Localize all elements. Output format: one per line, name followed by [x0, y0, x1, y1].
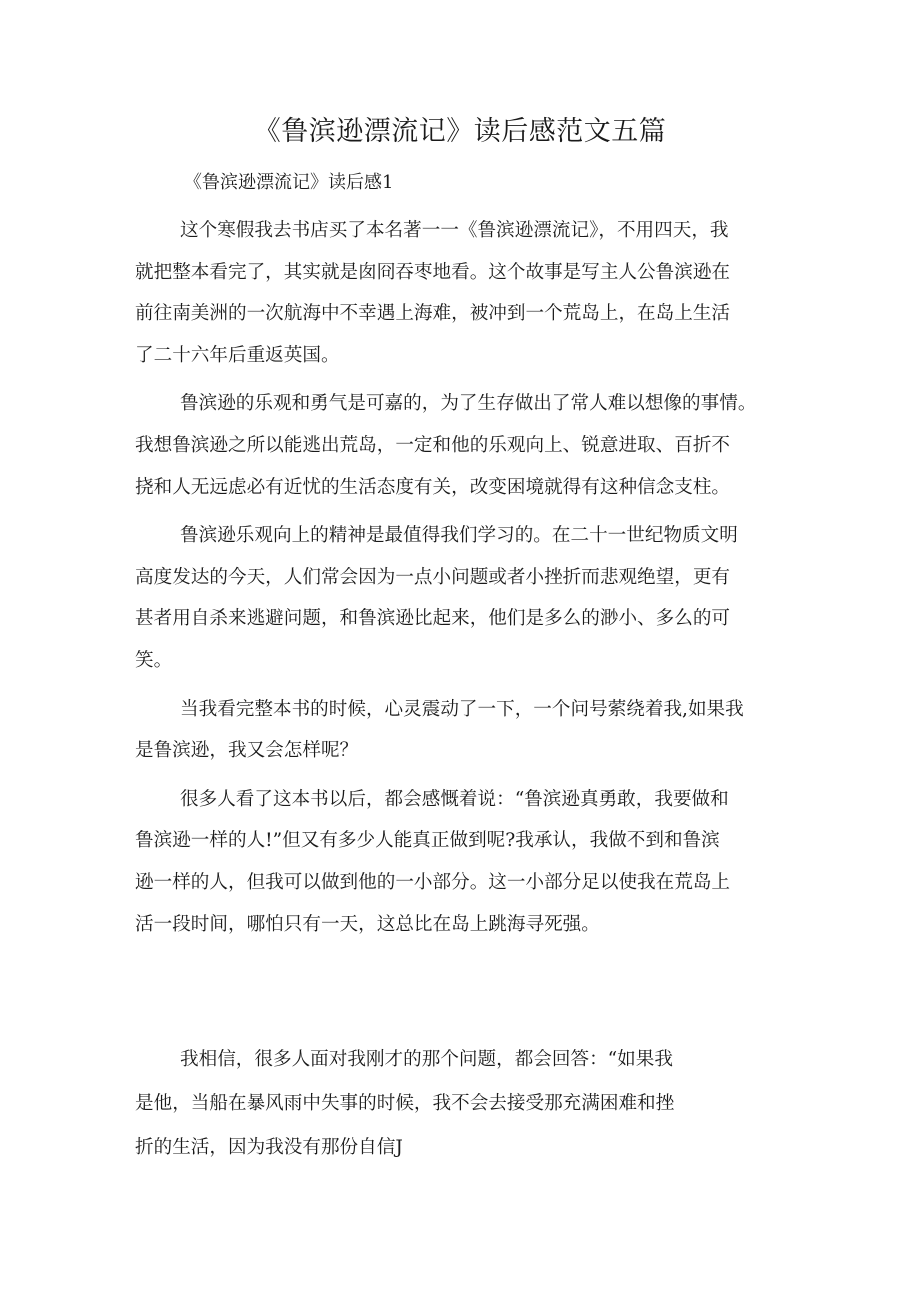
document-body	[135, 210, 787, 952]
text-line: 当我看完整本书的时候，心灵震动了一下，一个问号萦绕着我,如果我	[180, 698, 744, 720]
paragraph	[135, 383, 787, 508]
text-line: 逊一样的人，但我可以做到他的一小部分。这一小部分足以使我在荒岛上	[135, 871, 731, 893]
text-line: 活一段时间，哪怕只有一天，这总比在岛上跳海寻死强。	[135, 913, 600, 935]
text-line: 是他，当船在暴风雨中失事的时候，我不会去接受那充满困难和挫	[135, 1093, 675, 1114]
text-line: 鲁滨逊一样的人!”但又有多少人能真正做到呢?我承认，我做不到和鲁滨	[135, 830, 720, 852]
text-line: 折的生活，因为我没有那份自信J	[135, 1137, 403, 1158]
text-line: 鲁滨逊的乐观和勇气是可嘉的，为了生存做出了常人难以想像的事情。	[180, 393, 757, 415]
text-line: 这个寒假我去书店买了本名著一一《鲁滨逊漂流记》，不用四天，我	[180, 220, 729, 241]
text-line: 鲁滨逊乐观向上的精神是最值得我们学习的。在二十一世纪物质文明	[180, 525, 738, 547]
text-line: 是鲁滨逊，我又会怎样呢？	[135, 740, 359, 762]
document-title: 《鲁滨逊漂流记》读后感范文五篇	[253, 116, 667, 147]
final-paragraph	[135, 1038, 787, 1170]
text-line: 了二十六年后重返英国。	[135, 344, 340, 366]
text-line: 很多人看了这本书以后，都会感慨着说：“鲁滨逊真勇敢，我要做和	[180, 788, 729, 810]
section-subtitle: 《鲁滨逊漂流记》读后感1	[184, 172, 394, 193]
paragraph	[135, 689, 787, 772]
text-line: 笑。	[135, 649, 173, 671]
text-line: 我相信，很多人面对我刚才的那个问题，都会回答：“如果我	[180, 1049, 673, 1070]
text-line: 就把整本看完了，其实就是囱冏吞枣地看。这个故事是写主人公鲁滨逊在	[135, 261, 731, 283]
text-line: 高度发达的今天，人们常会因为一点小问题或者小挫折而悲观绝望，更有	[135, 566, 731, 588]
text-line: 挠和人无远虑必有近忧的生活态度有关，改变困境就得有这种信念支柱。	[135, 476, 731, 498]
paragraph	[135, 515, 787, 681]
text-line: 甚者用自杀来逃避问题，和鲁滨逊比起来，他们是多么的渺小、多么的可	[135, 608, 731, 630]
text-line: 前往南美洲的一次航海中不幸遇上海难，被冲到一个荒岛上，在岛上生活	[135, 303, 731, 325]
paragraph	[135, 210, 787, 376]
paragraph	[135, 779, 787, 945]
text-line: 我想鲁滨逊之所以能逃出荒岛，一定和他的乐观向上、锐意进取、百折不	[135, 434, 731, 456]
